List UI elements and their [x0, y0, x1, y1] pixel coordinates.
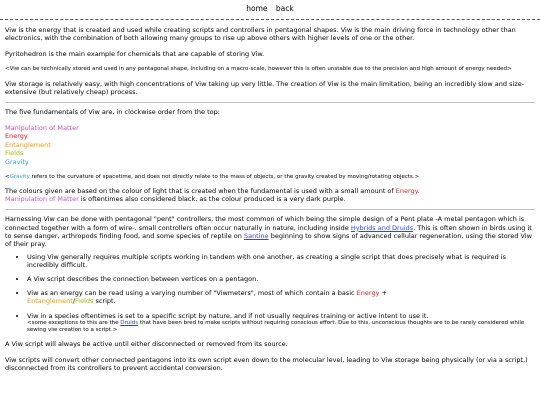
fundamental-energy: Energy [5, 132, 28, 141]
section-divider [5, 102, 535, 103]
druids-note-text-2: that have been bred to make scripts without requiring conscious effort. Due to this, unconscious thoughts are to be rarely considered while sewing viw creation to a script.> [27, 319, 525, 333]
bullet-multiple-scripts: Using Viw generally requires multiple scripts working in tandem with one another, as creating a single script that does precisely what is required is incredibly difficult. [27, 252, 506, 270]
back-link[interactable]: back [275, 4, 294, 13]
storage-paragraph: Viw storage is relatively easy, with high concentrations of Viw taking up very little. The creation of Viw is the main limitation, being an incredibly slow and size-extensive (but relatively cheap) process. [5, 79, 525, 96]
santine-link[interactable]: Santine [243, 231, 269, 240]
colours-energy-term: Energy [395, 187, 418, 196]
storage-note: <Viw can be technically stored and used in any pentagonal shape, including on a macro-scale, however this is often unstable due to the precision and high amount of energy needed> [5, 66, 512, 73]
pyritohedron-paragraph: Pyritohedron is the main example for chemicals that are capable of storing Viw. [5, 50, 265, 59]
fundamentals-list [5, 124, 535, 166]
bullet-viwmeters-text: Viw as an energy can be read using a varying number of "Viwmeters", most of which contain a basic [27, 289, 357, 298]
gravity-note-text: refers to the curvature of spacetime, and does not directly relate to the mass of objects, or the gravity created by moving/rotating objects.> [29, 174, 420, 181]
druids-link[interactable]: Druids [120, 319, 139, 326]
script-active-paragraph: A Viw script will always be active until either disconnected or removed from its source. [5, 340, 288, 348]
bullet-entanglement-term: Entanglement [27, 297, 73, 306]
harnessing-paragraph [5, 215, 535, 248]
fundamental-gravity: Gravity [5, 157, 29, 166]
script-conversion-paragraph: Viw scripts will convert other connected pentagons into its own script even down to the molecular level, leading to Viw storage being physically (or via a script,) disconnected from its controllers to prevent accidental conversion. [5, 356, 528, 373]
hybrids-and-druids-link[interactable]: Hybrids and Druids [350, 223, 414, 232]
harnessing-text-2: . This is often shown in birds using it to sense danger, arthropods finding food, and some species of reptile on [5, 223, 532, 240]
gravity-note-open: < [5, 174, 10, 181]
harnessing-text-3: beginning to show signs of advanced cellular regeneration, using the stored Viw of their pray. [5, 231, 532, 248]
bullet-script-vertices: A Viw script describes the connection between vertices on a pentagon. [27, 275, 259, 284]
bullet-species-script: Viw in a species oftentimes is set to a specific script by nature, and if not usually requires training or active intent to use it. [27, 311, 429, 320]
fundamental-manipulation-of-matter: Manipulation of Matter [5, 123, 79, 132]
bullet-energy-term: Energy [356, 289, 380, 298]
list-item [27, 312, 535, 334]
bullet-plus: + [379, 289, 387, 298]
fundamental-fields: Fields [5, 149, 24, 158]
gravity-note-term: Gravity [9, 174, 30, 181]
top-navbar [0, 0, 540, 20]
bullet-script-end: script. [93, 297, 116, 306]
colours-paragraph [5, 187, 535, 203]
colours-text-end: is oftentimes also considered black, as the colour produced is a very dark purple. [78, 195, 346, 204]
bullet-fields-term: Fields [75, 297, 94, 306]
colours-text-start: The colours given are based on the colour of light that is created when the fundamental is used with a small amount of [5, 187, 396, 196]
article-content [0, 26, 540, 372]
list-item [27, 253, 535, 269]
intro-paragraph: Viw is the energy that is created and used while creating scripts and controllers in pentagonal shapes. Viw is the main driving force in technology other than electronics, with the combination of both allowing many groups to rise up above others with higher levels of one or the other. [5, 26, 516, 43]
colours-matter-term: Manipulation of Matter [5, 195, 79, 204]
fundamentals-heading: The five fundamentals of Viw are, in clockwise order from the top: [5, 107, 220, 116]
druids-exception-note [27, 320, 535, 334]
colours-period: . [417, 187, 420, 196]
harnessing-bullet-list [5, 253, 535, 334]
bullet-slash: / [72, 297, 76, 306]
fundamental-entanglement: Entanglement [5, 140, 51, 149]
list-item [27, 289, 535, 305]
harnessing-text-1: Harnessing Viw can be done with pentagonal "pent" controllers, the most common of which being the simple design of a Pent plate -A metal pentagon which is connected together with a form of wire-. small controllers often occur naturally in nature, including inside [5, 215, 525, 232]
druids-note-text-1: <some exceptions to this are the [27, 319, 121, 326]
list-item [27, 275, 535, 283]
gravity-note [5, 174, 535, 181]
section-divider [5, 209, 535, 210]
home-link[interactable]: home [246, 4, 268, 13]
